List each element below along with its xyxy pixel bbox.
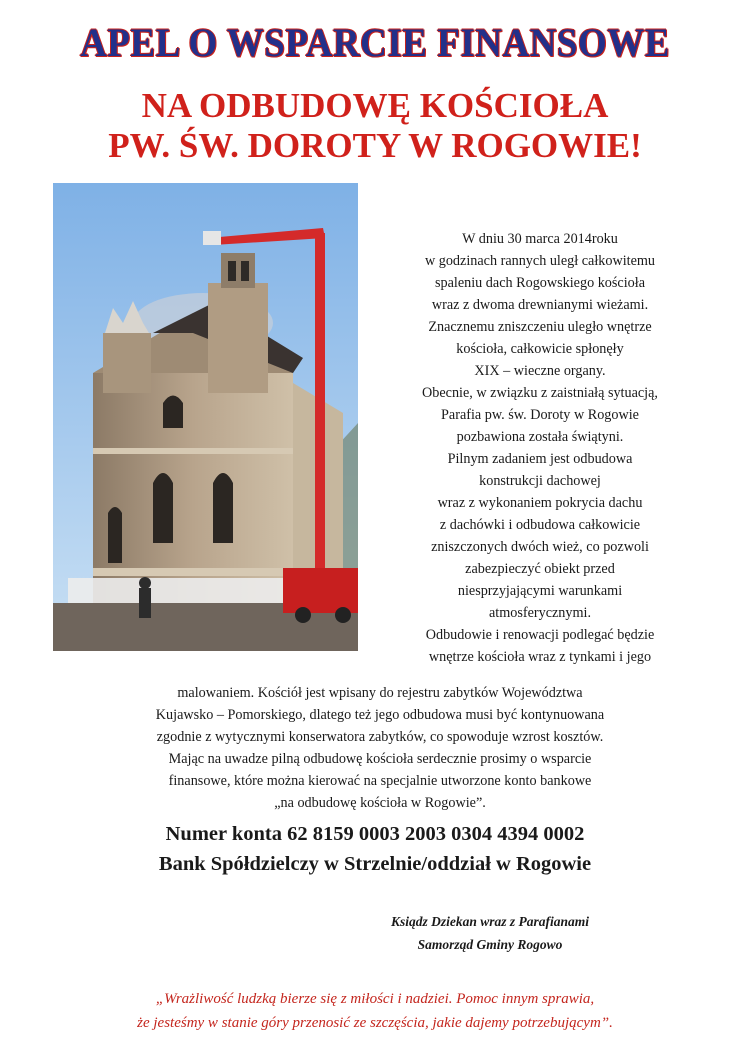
signature-line-2: Samorząd Gminy Rogowo xyxy=(417,937,563,952)
text-line: zabezpieczyć obiekt przed xyxy=(465,561,615,577)
text-line: kościoła, całkowicie spłonęły xyxy=(456,341,624,357)
text-line: wraz z dwoma drewnianymi wieżami. xyxy=(431,297,649,313)
text-line: spaleniu dach Rogowskiego kościoła xyxy=(434,275,645,291)
account-number: Numer konta 62 8159 0003 2003 0304 4394 0002 xyxy=(165,823,585,845)
text-line: wnętrze kościoła wraz z tynkami i jego xyxy=(428,649,652,665)
text-line: zgodnie z wytycznymi konserwatora zabytków, co spowoduje wzrost kosztów. xyxy=(156,729,604,745)
subtitle-line-1: NA ODBUDOWĘ KOŚCIOŁA xyxy=(141,86,609,125)
text-line: malowaniem. Kościół jest wpisany do rejestru zabytków Województwa xyxy=(177,685,583,701)
signature-block xyxy=(300,910,680,956)
quote-line-2: że jesteśmy w stanie góry przenosić ze szczęścia, jakie dajemy potrzebującym”. xyxy=(137,1015,613,1031)
text-line: „na odbudowę kościoła w Rogowie”. xyxy=(274,795,486,811)
burned-church-photo xyxy=(53,183,358,651)
signature-line-1: Ksiądz Dziekan wraz z Parafianami xyxy=(390,914,590,929)
appeal-intro-text xyxy=(360,228,720,668)
church-illustration xyxy=(53,183,358,651)
text-line: Obecnie, w związku z zaistniałą sytuacją, xyxy=(422,385,658,401)
appeal-title: APEL O WSPARCIE FINANSOWE xyxy=(80,21,670,66)
text-line: z dachówki i odbudowa całkowicie xyxy=(439,517,641,533)
appeal-subtitle xyxy=(0,86,750,166)
text-line: finansowe, które można kierować na specjalnie utworzone konto bankowe xyxy=(168,773,592,789)
text-line: Mając na uwadze pilną odbudowę kościoła serdecznie prosimy o wsparcie xyxy=(168,751,592,767)
bank-account-block xyxy=(0,819,750,879)
text-line: konstrukcji dachowej xyxy=(479,473,601,489)
text-line: niesprzyjającymi warunkami xyxy=(457,583,623,599)
quote-line-1: „Wrażliwość ludzką bierze się z miłości i nadziei. Pomoc innym sprawia, xyxy=(155,991,595,1007)
text-line: zniszczonych dwóch wież, co pozwoli xyxy=(431,539,649,555)
text-line: W dniu 30 marca 2014roku xyxy=(462,231,618,247)
text-line: Parafia pw. św. Doroty w Rogowie xyxy=(441,407,639,423)
bank-name: Bank Spółdzielczy w Strzelnie/oddział w Rogowie xyxy=(158,853,592,875)
text-line: wraz z wykonaniem pokrycia dachu xyxy=(437,495,643,511)
closing-quote xyxy=(0,987,750,1035)
text-line: Kujawsko – Pomorskiego, dlatego też jego odbudowa musi być kontynuowana xyxy=(155,707,605,723)
subtitle-line-2: PW. ŚW. DOROTY W ROGOWIE! xyxy=(108,126,642,165)
text-line: XIX – wieczne organy. xyxy=(474,363,606,379)
text-line: pozbawiona została świątyni. xyxy=(456,429,624,445)
text-line: w godzinach rannych uległ całkowitemu xyxy=(424,253,656,269)
text-line: atmosferycznymi. xyxy=(488,605,592,621)
text-line: Pilnym zadaniem jest odbudowa xyxy=(447,451,633,467)
text-line: Znacznemu zniszczeniu uległo wnętrze xyxy=(428,319,652,335)
appeal-continuation-text xyxy=(85,682,675,814)
text-line: Odbudowie i renowacji podlegać będzie xyxy=(425,627,655,643)
